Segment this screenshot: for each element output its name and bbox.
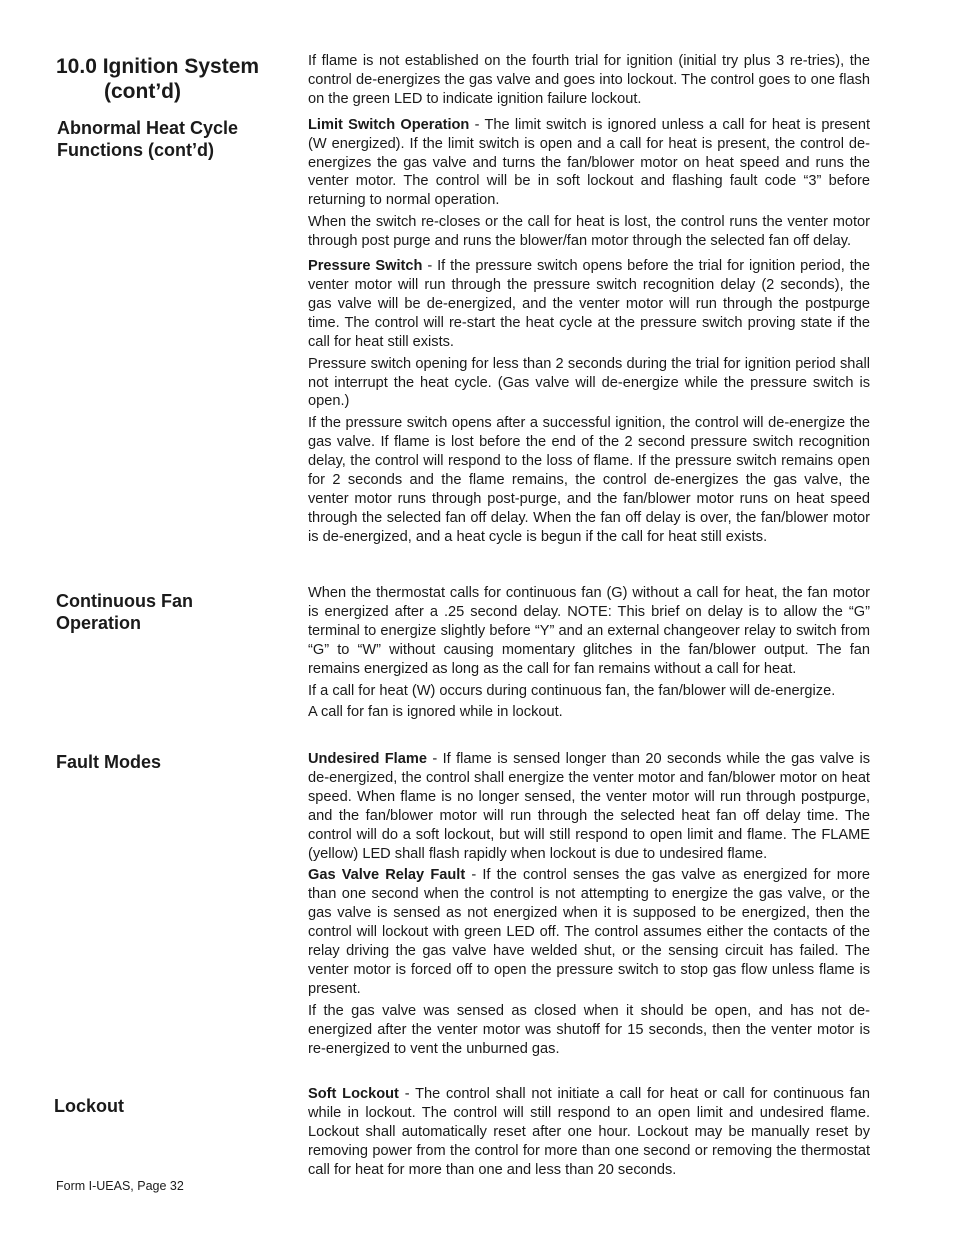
paragraph-limit-switch: Limit Switch Operation - The limit switch is ignored unless a call for heat is present (W energized). If the limit switch is open and a call for heat is present, the control de-energizes the gas valve and turns the fan/blower motor on heat speed and runs the venter motor. The control will be in soft lockout and flashing fault code “3” before returning to normal operation. [308, 116, 871, 209]
label-gas-valve-relay: Gas Valve Relay Fault [308, 867, 466, 884]
heading-fault-modes: Fault Modes [56, 752, 162, 772]
section-abnormal-body [308, 52, 870, 550]
section-lockout-body [308, 1085, 870, 1183]
paragraph-ignition-lockout: If flame is not established on the fourth trial for ignition (initial try plus 3 re-tries), the control de-energizes the gas valve and goes into lockout. The control goes to one flash on the green LED to indicate ignition failure lockout. [308, 53, 870, 107]
label-undesired-flame: Undesired Flame [308, 751, 427, 767]
paragraph-limit-switch-2: When the switch re-closes or the call for heat is lost, the control runs the venter motor through post purge and runs the blower/fan motor through the selected fan off delay. [308, 214, 870, 250]
paragraph-fan-1: When the thermostat calls for continuous fan (G) without a call for heat, the fan motor is energized after a .25 second delay. NOTE: This brief on delay is to allow the “G” terminal to energize slightly before “Y” and an external changeover relay to switch from “G” to “W” without causing momentary glitches in the fan/blower output. The fan remains energized as long as the call for fan remains without a call for heat. [308, 585, 870, 677]
heading-continuous-fan: Continuous Fan Operation [56, 591, 193, 633]
heading-abnormal-heat-cycle: Abnormal Heat Cycle Functions (cont’d) [57, 118, 239, 160]
paragraph-pressure-switch-3: If the pressure switch opens after a successful ignition, the control will de-energize the gas valve. If flame is lost before the end of the 2 second pressure switch recognition delay, the control will respond to the loss of flame. If the pressure switch remains open for 2 seconds and the flame remains, the control de-energizes the gas valve, the venter motor runs through post-purge, and the fan/blower motor runs on heat speed through the selected fan off delay. When the fan off delay is over, the fan/blower motor is de-energized, and a heat cycle is begun if the call for heat still exists. [308, 415, 870, 545]
label-limit-switch: Limit Switch Operation [308, 116, 470, 133]
paragraph-gas-valve-relay: Gas Valve Relay Fault - If the control senses the gas valve as energized for more than one second when the control is not attempting to energize the gas valve, or the gas valve is sensed as not energized when it is supposed to be energized, then the control will lockout with green LED off. The control assumes either the contacts of the relay driving the gas valve have welded shut, or the sensing circuit has failed. The venter motor is forced off to open the pressure switch to stop gas flow unless flame is present. [308, 867, 870, 997]
paragraph-gas-valve-relay-2: If the gas valve was sensed as closed when it should be open, and has not de-energized after the venter motor was shutoff for 15 seconds, then the venter motor is re-energized to vent the unburned gas. [308, 1002, 870, 1057]
label-soft-lockout: Soft Lockout [308, 1086, 399, 1102]
paragraph-undesired-flame: Undesired Flame - If flame is sensed longer than 20 seconds while the gas valve is de-energized, the control shall energize the venter motor and fan/blower motor on heat speed. When flame is no longer sensed, the venter motor will run through postpurge, and the fan/blower motor will run through the selected heat fan off delay time. The control will do a soft lockout, but will still respond to open limit and flame. The FLAME (yellow) LED shall flash rapidly when lockout is due to undesired flame. [308, 751, 870, 862]
section-fan-body [308, 584, 870, 725]
paragraph-fan-3: A call for fan is ignored while in lockout. [308, 704, 563, 721]
page-title-line2: (cont’d) [104, 80, 181, 103]
paragraph-pressure-switch-2: Pressure switch opening for less than 2 seconds during the trial for ignition period shall not interrupt the heat cycle. (Gas valve will de-energize while the pressure switch is open.) [308, 355, 870, 410]
paragraph-fan-2: If a call for heat (W) occurs during continuous fan, the fan/blower will de-energize. [308, 682, 836, 699]
page-title-line1: 10.0 Ignition System [56, 55, 260, 78]
heading-lockout: Lockout [54, 1096, 124, 1116]
label-pressure-switch: Pressure Switch [308, 258, 423, 275]
page-title [56, 54, 259, 104]
paragraph-soft-lockout: Soft Lockout - The control shall not initiate a call for heat or call for continuous fan while in lockout. The control will still respond to an open limit and undesired flame. Lockout shall automatically reset after one hour. Lockout may be manually reset by removing power from the control for more than one second or removing the thermostat call for heat for more than one and less than 20 seconds. [308, 1086, 870, 1178]
paragraph-pressure-switch: Pressure Switch - If the pressure switch opens before the trial for ignition period, the venter motor will run through the pressure switch recognition delay (2 seconds), the gas valve will be de-energized, and the venter motor will run through the postpurge time. The control will re-start the heat cycle at the pressure switch proving state if the call for heat still exists. [308, 258, 870, 350]
section-fault-body [308, 750, 870, 1062]
page-footer: Form I-UEAS, Page 32 [56, 1179, 184, 1193]
